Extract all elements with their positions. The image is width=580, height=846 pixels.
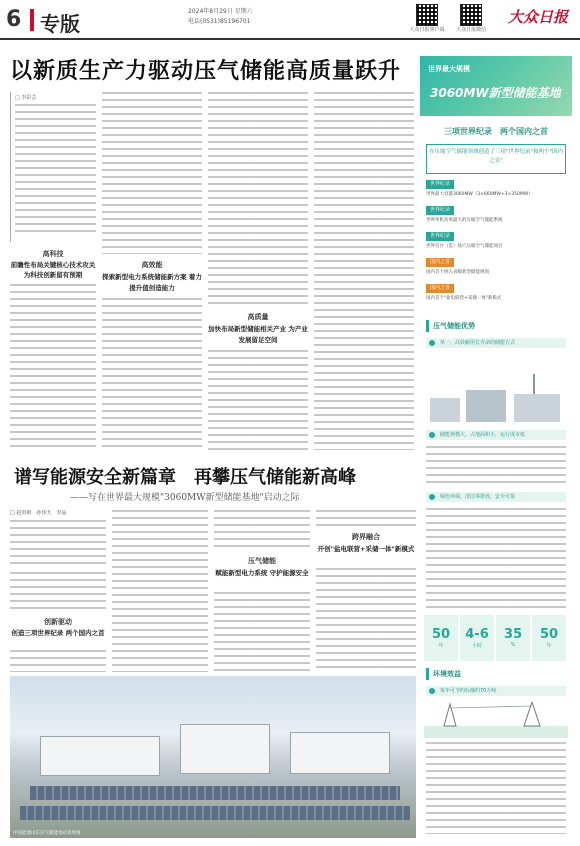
header-rule <box>0 38 580 40</box>
advantage-text: 储能规模大，占地面积小，运行成本低 <box>440 432 526 438</box>
article2-col4b <box>316 568 416 672</box>
record-text: 世界单机功率最大的压缩空气储能系统 <box>426 218 503 223</box>
list-item <box>426 284 566 310</box>
newspaper-logo: 大众日报 <box>508 8 569 26</box>
stat-tile <box>424 615 458 661</box>
advantage-description <box>426 508 566 608</box>
record-text: 世界最大容量3060MW（3×660MW+3×350MW） <box>426 192 533 197</box>
stat-value: 50 <box>431 627 451 642</box>
kicker-right: 高质量 <box>247 313 269 321</box>
building-shape <box>290 732 390 774</box>
wire-shape <box>450 706 532 708</box>
page-header <box>0 0 580 40</box>
article2-col3b <box>214 592 310 672</box>
section-title: 专版 <box>40 12 80 36</box>
subhead-a: 创造三项世界纪录 两个国内之首 <box>11 629 105 637</box>
dot-icon <box>429 494 435 500</box>
pylon-shape <box>524 702 540 726</box>
subhead-b: 赋能新型电力系统 守护能源安全 <box>215 569 309 577</box>
list-item <box>426 180 566 206</box>
leaf-icon <box>429 688 435 694</box>
advantage-description <box>426 446 566 488</box>
environment-description <box>426 742 566 834</box>
stat-unit: 年 <box>438 643 444 649</box>
building-shape <box>180 724 270 774</box>
subhead-right: 加快布局新型储能相关产业 为产业发展留足空间 <box>208 325 308 344</box>
article1-col2 <box>102 92 202 254</box>
stat-value: 50 <box>539 627 559 642</box>
record-text: 国内首个"盐电联营+采储一体"新模式 <box>426 296 502 301</box>
kicker-left: 高科技 <box>42 250 64 258</box>
stat-tile <box>460 615 494 661</box>
stat-value: 4-6 <box>465 627 489 642</box>
ground-shape <box>424 726 568 738</box>
stat-tile <box>496 615 530 661</box>
building-shape <box>40 736 160 776</box>
article1-col1 <box>10 284 96 450</box>
article1-col4 <box>314 92 414 450</box>
stat-value: 35 <box>503 627 523 642</box>
article2-col3 <box>214 510 310 552</box>
qr-right-label: 大众日报微信 <box>455 27 486 33</box>
advantage-bar <box>426 430 566 440</box>
photo-caption: 中国能建山东压气储能电站效果图 <box>13 831 81 836</box>
record-tag: 世界纪录 <box>426 180 454 189</box>
issue-phone: 电话(0531)85196701 <box>188 18 251 25</box>
sidebar-banner <box>420 56 572 116</box>
tank-shape <box>430 398 460 422</box>
article2-col4 <box>316 510 416 530</box>
article2-byline: □ 赵贺娟 孙伟天 李晶 <box>10 510 67 516</box>
article1-col2b <box>102 298 202 450</box>
issue-date: 2024年8月29日 星期六 <box>188 8 253 15</box>
sidebar-summary-text: 在压缩空气储能领域创造了三项"世界纪录"和两个"国内之首" <box>428 149 564 164</box>
record-tag: 国内之首 <box>426 284 454 293</box>
environment-heading: 环境效益 <box>426 668 566 680</box>
article1-title: 以新质生产力驱动压气储能高质量跃升 <box>10 59 402 84</box>
stat-unit: 年 <box>546 643 552 649</box>
stat-unit: 小时 <box>471 643 482 649</box>
storage-plant-photo <box>10 676 416 838</box>
article1-col3b <box>208 350 308 450</box>
solar-panel-row <box>20 806 410 820</box>
record-tag: 世界纪录 <box>426 206 454 215</box>
advantage-text: 绿色环保，清洁零排放，安全可靠 <box>440 494 516 500</box>
kicker-c: 跨界融合 <box>352 533 380 541</box>
article1-col3 <box>208 92 308 308</box>
stat-unit: % <box>510 642 516 648</box>
advantage-bar <box>426 338 566 348</box>
record-tag: 国内之首 <box>426 258 454 267</box>
page-number-bar <box>30 9 34 31</box>
subhead-c: 开创"盐电联营+采储一体"新模式 <box>317 545 415 553</box>
list-item <box>426 206 566 232</box>
subhead-mid: 探索新型电力系统储能新方案 着力提升值创造能力 <box>102 273 202 292</box>
date-block <box>188 7 253 27</box>
record-text: 世界首台（套）盐穴压缩空气储能项目 <box>426 244 503 249</box>
article1-byline: □ 李彩芸 <box>15 95 37 101</box>
dot-icon <box>429 432 435 438</box>
sidebar-kicker: 世界最大规模 <box>428 65 470 73</box>
qr-left-label: 大众日报客户端 <box>409 27 445 33</box>
sidebar-summary-box <box>426 144 566 174</box>
record-list <box>426 180 566 310</box>
record-text: 国内首个纳入省级新型储能规划 <box>426 270 489 275</box>
article2-col2 <box>112 510 208 672</box>
powerline-illustration <box>424 702 568 738</box>
advantage-bar <box>426 492 566 502</box>
tank-shape <box>514 394 560 422</box>
stat-tile <box>532 615 566 661</box>
article1-lede <box>10 92 96 242</box>
advantage-text: 单一、高效耐用长寿命的储能方式 <box>440 340 516 346</box>
tank-shape <box>466 390 506 422</box>
qr-code-icon[interactable] <box>460 4 482 26</box>
article2-subtitle: ——写在世界最大规模"3060MW新型储能基地"启动之际 <box>70 493 300 503</box>
environment-bar <box>426 686 566 696</box>
article2-title: 谱写能源安全新篇章 再攀压气储能新高峰 <box>14 467 356 488</box>
article2-lede <box>10 520 106 568</box>
article1-lede-text <box>11 104 96 234</box>
kicker-b: 压气储能 <box>248 557 276 565</box>
list-item <box>426 232 566 258</box>
kicker-a: 创新驱动 <box>44 618 72 626</box>
qr-code-icon[interactable] <box>416 4 438 26</box>
record-tag: 世界纪录 <box>426 232 454 241</box>
storage-tank-illustration <box>424 372 568 426</box>
page-number: 6 <box>6 7 22 32</box>
dot-icon <box>429 340 435 346</box>
solar-panel-row <box>30 786 400 800</box>
advantages-heading: 压气储能优势 <box>426 320 566 332</box>
sidebar-subtitle: 三项世界纪录 两个国内之首 <box>444 127 548 136</box>
kicker-mid: 高效能 <box>141 261 163 269</box>
article2-col1b <box>10 650 106 672</box>
environment-text: 每年可节约标煤约70万吨 <box>440 688 497 694</box>
article2-col1 <box>10 572 106 612</box>
pylon-shape <box>444 704 456 726</box>
sidebar-headline: 3060MW新型储能基地 <box>430 86 561 100</box>
sidebar-infographic <box>420 56 572 840</box>
list-item <box>426 258 566 284</box>
subhead-left: 前瞻性布局关键核心技术攻关 为科技创新留有预期 <box>10 261 96 279</box>
